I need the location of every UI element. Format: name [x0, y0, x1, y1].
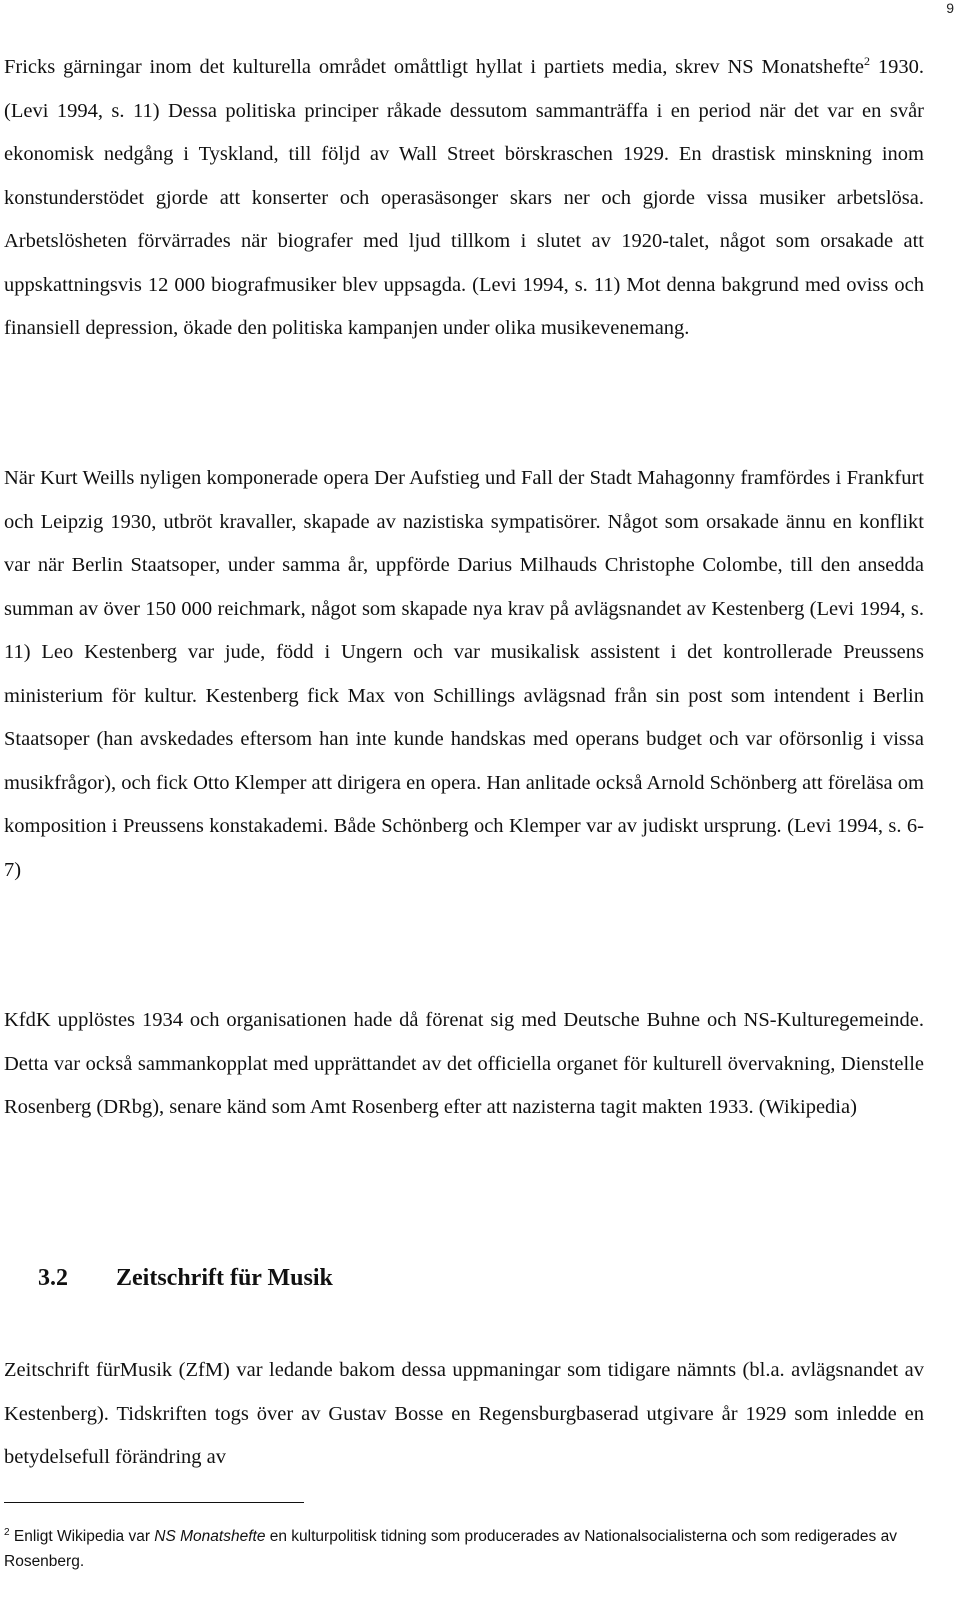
section-title: Zeitschrift für Musik [116, 1265, 333, 1291]
footnote-marker: 2 [4, 1526, 10, 1538]
body-paragraph-3: KfdK upplöstes 1934 och organisationen hade då förenat sig med Deutsche Buhne och NS-Kulturegemeinde. Detta var också sammankopplat med upprättandet av det officiella organet för kulturell övervakning, Dienstelle Rosenberg (DRbg), senare känd som Amt Rosenberg efter att nazisterna tagit makten 1933. (Wikipedia) [4, 1009, 924, 1118]
footnote [4, 1524, 924, 1574]
paragraph-text: 1930. (Levi 1994, s. 11) Dessa politiska principer råkade dessutom sammanträffa i en period när det var en svår ekonomisk nedgång i Tyskland, till följd av Wall Street börskraschen 1929. En drastisk minskning inom konstunderstödet gjorde att konserter och operasäsonger skars ner och gjorde vissa musiker arbetslösa. Arbetslösheten förvärrades när biografer med ljud tillkom i slutet av 1920-talet, något som orsakade att uppskattningsvis 12 000 biografmusiker blev uppsagda. (Levi 1994, s. 11) Mot denna bakgrund med oviss och finansiell depression, ökade den politiska kampanjen under olika musikevenemang. [4, 56, 924, 339]
section-number: 3.2 [38, 1265, 68, 1291]
footnote-reference: 2 [864, 54, 870, 69]
body-paragraph-4: Zeitschrift fürMusik (ZfM) var ledande bakom dessa uppmaningar som tidigare nämnts (bl.a. avlägsnandet av Kestenberg). Tidskriften togs över av Gustav Bosse en Regensburgbaserad utgivare år 1929 som inledde en betydelsefull förändring av [4, 1359, 924, 1468]
body-paragraph-2: När Kurt Weills nyligen komponerade opera Der Aufstieg und Fall der Stadt Mahagonny framfördes i Frankfurt och Leipzig 1930, utbröt kravaller, skapade av nazistiska sympatisörer. Något som orsakade ännu en konflikt var när Berlin Staatsoper, under samma år, uppförde Darius Milhauds Christophe Colombe, till den ansedda summan av över 150 000 reichmark, något som skapade nya krav på avlägsnandet av Kestenberg (Levi 1994, s. 11) Leo Kestenberg var jude, född i Ungern och var musikalisk assistent i det kontrollerade Preussens ministerium för kultur. Kestenberg fick Max von Schillings avlägsnad från sin post som intendent i Berlin Staatsoper (han avskedades eftersom han inte kunde handskas med operans budget och var oförsonlig i vissa musikfrågor), och fick Otto Klemper att dirigera en opera. Han anlitade också Arnold Schönberg att föreläsa om komposition i Preussens konstakademi. Både Schönberg och Klemper var av judiskt ursprung. (Levi 1994, s. 6-7) [4, 467, 924, 881]
section-heading [38, 1265, 333, 1292]
page-number: 9 [946, 0, 954, 16]
footnote-italic-title: NS Monatshefte [154, 1528, 266, 1545]
footnote-text: Enligt Wikipedia var [9, 1528, 155, 1545]
paragraph-text: Fricks gärningar inom det kulturella området omåttligt hyllat i partiets media, skrev NS Monatshefte [4, 56, 864, 78]
footnote-text: en kulturpolitisk tidning som producerades av Nationalsocialisterna och som redigerades av Rosenberg. [4, 1528, 897, 1570]
footnote-separator [4, 1502, 304, 1503]
body-paragraph-1 [4, 46, 924, 351]
